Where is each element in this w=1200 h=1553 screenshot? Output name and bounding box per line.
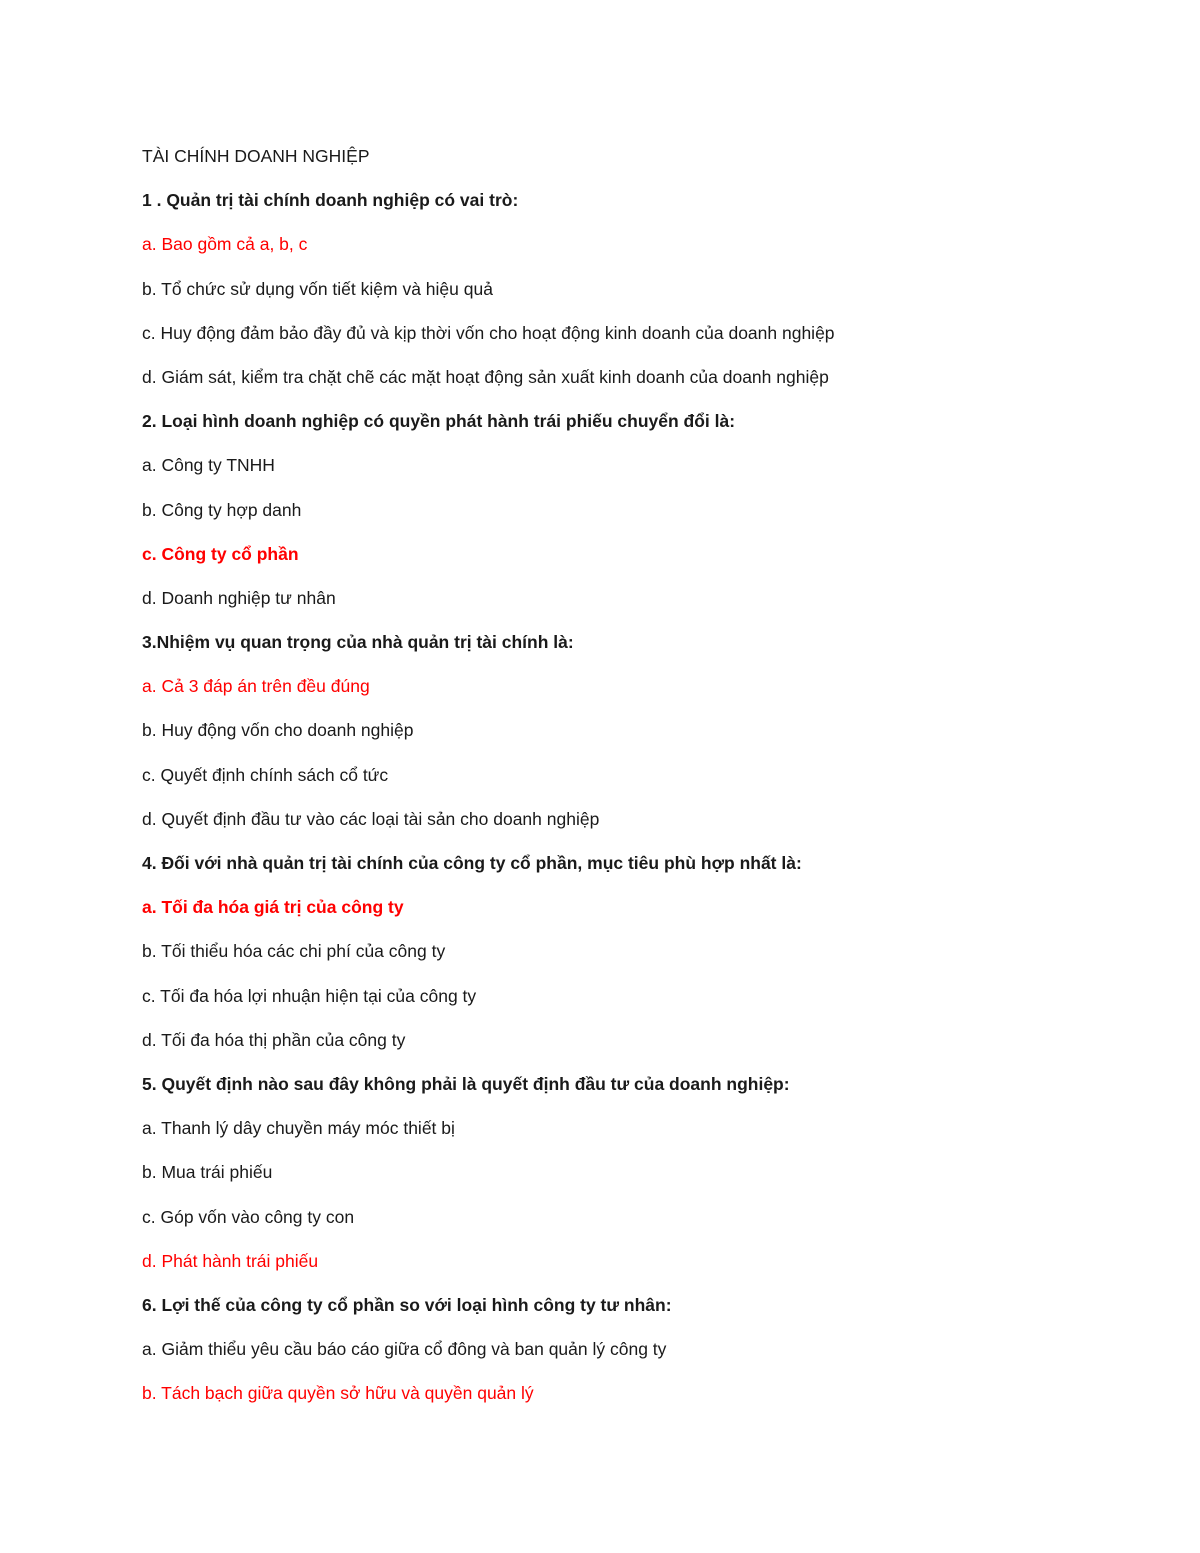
answer-2a: a. Công ty TNHH [142,455,275,476]
document-title: TÀI CHÍNH DOANH NGHIỆP [142,146,370,166]
answer-3c: c. Quyết định chính sách cổ tức [142,764,389,785]
answer-6b-correct: b. Tách bạch giữa quyền sở hữu và quyền quản lý [142,1383,534,1404]
answer-4c: c. Tối đa hóa lợi nhuận hiện tại của công ty [142,985,477,1006]
answer-5c: c. Góp vốn vào công ty con [142,1206,355,1227]
answer-2c-correct: c. Công ty cổ phần [142,543,299,564]
question-4: 4. Đối với nhà quản trị tài chính của công ty cổ phần, mục tiêu phù hợp nhất là: [142,853,802,873]
answer-3a-correct: a. Cả 3 đáp án trên đều đúng [142,676,370,697]
question-2: 2. Loại hình doanh nghiệp có quyền phát hành trái phiếu chuyển đổi là: [142,411,736,432]
answer-5a: a. Thanh lý dây chuyền máy móc thiết bị [142,1118,455,1139]
answer-6a: a. Giảm thiểu yêu cầu báo cáo giữa cổ đông và ban quản lý công ty [142,1339,667,1360]
answer-5b: b. Mua trái phiếu [142,1162,273,1183]
document-body [142,144,1142,1425]
answer-2b: b. Công ty hợp danh [142,499,302,520]
question-1: 1 . Quản trị tài chính doanh nghiệp có vai trò: [142,190,519,211]
answer-2d: d. Doanh nghiệp tư nhân [142,587,336,608]
answer-1d: d. Giám sát, kiểm tra chặt chẽ các mặt hoạt động sản xuất kinh doanh của doanh nghiệp [142,366,829,387]
question-5: 5. Quyết định nào sau đây không phải là quyết định đầu tư của doanh nghiệp: [142,1073,790,1094]
answer-3d: d. Quyết định đầu tư vào các loại tài sản cho doanh nghiệp [142,808,600,829]
question-3: 3.Nhiệm vụ quan trọng của nhà quản trị tài chính là: [142,632,574,653]
question-6: 6. Lợi thế của công ty cổ phần so với loại hình công ty tư nhân: [142,1294,672,1315]
answer-3b: b. Huy động vốn cho doanh nghiệp [142,720,414,741]
answer-1c: c. Huy động đảm bảo đầy đủ và kịp thời vốn cho hoạt động kinh doanh của doanh nghiệp [142,322,835,343]
answer-4a-correct: a. Tối đa hóa giá trị của công ty [142,897,404,918]
answer-5d-correct: d. Phát hành trái phiếu [142,1250,319,1271]
answer-4b: b. Tối thiểu hóa các chi phí của công ty [142,941,446,962]
answer-1a-correct: a. Bao gồm cả a, b, c [142,234,308,255]
answer-4d: d. Tối đa hóa thị phần của công ty [142,1029,406,1050]
answer-1b: b. Tổ chức sử dụng vốn tiết kiệm và hiệu quả [142,278,493,299]
